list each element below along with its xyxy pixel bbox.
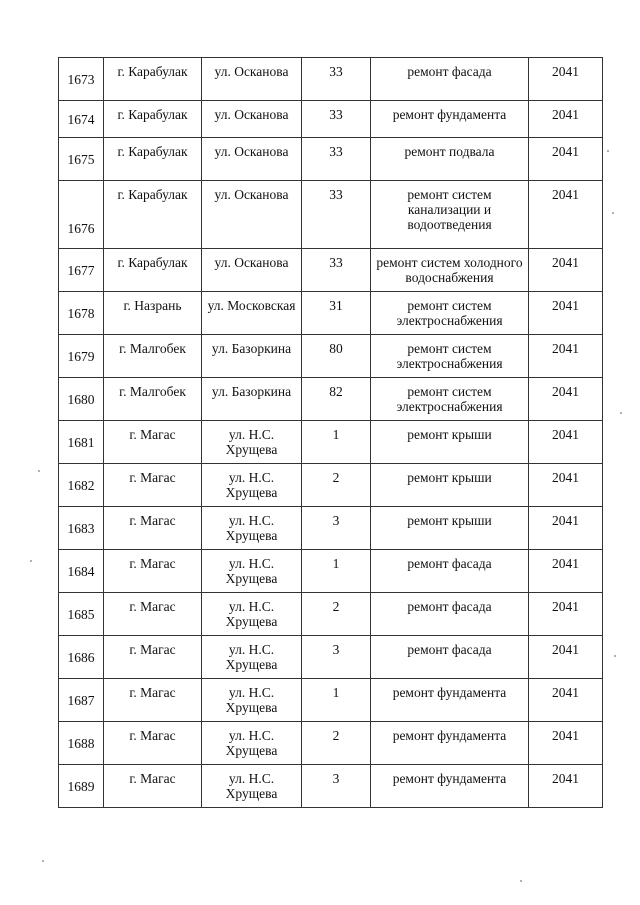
city-cell: г. Карабулак: [104, 101, 202, 138]
street-cell: ул. Н.С. Хрущева: [202, 507, 302, 550]
table-row: [59, 507, 603, 550]
street-cell: ул. Осканова: [202, 181, 302, 249]
city-cell: г. Магас: [104, 636, 202, 679]
table-row: [59, 421, 603, 464]
work-type-cell: ремонт систем электроснабжения: [371, 378, 529, 421]
table-row: [59, 181, 603, 249]
year-cell: 2041: [529, 249, 603, 292]
year-cell: 2041: [529, 679, 603, 722]
table-row: [59, 765, 603, 808]
year-cell: 2041: [529, 378, 603, 421]
house-cell: 31: [302, 292, 371, 335]
year-cell: 2041: [529, 101, 603, 138]
house-cell: 1: [302, 679, 371, 722]
street-cell: ул. Н.С. Хрущева: [202, 679, 302, 722]
street-cell: ул. Осканова: [202, 101, 302, 138]
street-cell: ул. Осканова: [202, 249, 302, 292]
scan-speck: [614, 655, 616, 657]
city-cell: г. Малгобек: [104, 335, 202, 378]
table-row: [59, 249, 603, 292]
city-cell: г. Карабулак: [104, 138, 202, 181]
street-cell: ул. Осканова: [202, 138, 302, 181]
work-type-cell: ремонт фундамента: [371, 765, 529, 808]
scan-speck: [42, 860, 44, 862]
house-cell: 33: [302, 138, 371, 181]
scan-speck: [30, 560, 32, 562]
table-row: [59, 679, 603, 722]
row-number-cell: 1688: [59, 722, 104, 765]
row-number-cell: 1680: [59, 378, 104, 421]
row-number-cell: 1679: [59, 335, 104, 378]
work-type-cell: ремонт фасада: [371, 593, 529, 636]
year-cell: 2041: [529, 421, 603, 464]
house-cell: 2: [302, 593, 371, 636]
house-cell: 2: [302, 722, 371, 765]
scan-speck: [38, 470, 40, 472]
house-cell: 3: [302, 636, 371, 679]
row-number-cell: 1685: [59, 593, 104, 636]
year-cell: 2041: [529, 58, 603, 101]
work-type-cell: ремонт подвала: [371, 138, 529, 181]
street-cell: ул. Н.С. Хрущева: [202, 636, 302, 679]
street-cell: ул. Базоркина: [202, 378, 302, 421]
year-cell: 2041: [529, 593, 603, 636]
city-cell: г. Малгобек: [104, 378, 202, 421]
year-cell: 2041: [529, 765, 603, 808]
city-cell: г. Назрань: [104, 292, 202, 335]
street-cell: ул. Н.С. Хрущева: [202, 464, 302, 507]
table-row: [59, 550, 603, 593]
work-type-cell: ремонт фундамента: [371, 722, 529, 765]
repair-schedule-table: [58, 57, 603, 808]
house-cell: 2: [302, 464, 371, 507]
row-number-cell: 1677: [59, 249, 104, 292]
year-cell: 2041: [529, 335, 603, 378]
street-cell: ул. Московская: [202, 292, 302, 335]
table-row: [59, 58, 603, 101]
house-cell: 80: [302, 335, 371, 378]
table-row: [59, 464, 603, 507]
table-row: [59, 101, 603, 138]
work-type-cell: ремонт систем электроснабжения: [371, 292, 529, 335]
street-cell: ул. Н.С. Хрущева: [202, 421, 302, 464]
year-cell: 2041: [529, 636, 603, 679]
row-number-cell: 1684: [59, 550, 104, 593]
work-type-cell: ремонт фасада: [371, 58, 529, 101]
house-cell: 33: [302, 58, 371, 101]
row-number-cell: 1683: [59, 507, 104, 550]
city-cell: г. Магас: [104, 765, 202, 808]
scan-speck: [607, 150, 609, 152]
row-number-cell: 1689: [59, 765, 104, 808]
work-type-cell: ремонт систем холодного водоснабжения: [371, 249, 529, 292]
street-cell: ул. Н.С. Хрущева: [202, 765, 302, 808]
house-cell: 3: [302, 765, 371, 808]
city-cell: г. Магас: [104, 679, 202, 722]
street-cell: ул. Н.С. Хрущева: [202, 550, 302, 593]
table-row: [59, 292, 603, 335]
row-number-cell: 1676: [59, 181, 104, 249]
city-cell: г. Магас: [104, 464, 202, 507]
year-cell: 2041: [529, 464, 603, 507]
year-cell: 2041: [529, 722, 603, 765]
work-type-cell: ремонт фундамента: [371, 679, 529, 722]
work-type-cell: ремонт фасада: [371, 550, 529, 593]
street-cell: ул. Н.С. Хрущева: [202, 593, 302, 636]
table-row: [59, 335, 603, 378]
work-type-cell: ремонт крыши: [371, 464, 529, 507]
table-row: [59, 593, 603, 636]
year-cell: 2041: [529, 292, 603, 335]
row-number-cell: 1681: [59, 421, 104, 464]
scan-speck: [612, 212, 614, 214]
year-cell: 2041: [529, 550, 603, 593]
street-cell: ул. Осканова: [202, 58, 302, 101]
work-type-cell: ремонт фасада: [371, 636, 529, 679]
year-cell: 2041: [529, 507, 603, 550]
house-cell: 1: [302, 421, 371, 464]
work-type-cell: ремонт систем канализации и водоотведения: [371, 181, 529, 249]
row-number-cell: 1686: [59, 636, 104, 679]
table-row: [59, 378, 603, 421]
work-type-cell: ремонт крыши: [371, 507, 529, 550]
street-cell: ул. Н.С. Хрущева: [202, 722, 302, 765]
row-number-cell: 1687: [59, 679, 104, 722]
row-number-cell: 1674: [59, 101, 104, 138]
house-cell: 33: [302, 249, 371, 292]
city-cell: г. Карабулак: [104, 249, 202, 292]
work-type-cell: ремонт фундамента: [371, 101, 529, 138]
scan-speck: [520, 880, 522, 882]
city-cell: г. Магас: [104, 507, 202, 550]
city-cell: г. Магас: [104, 550, 202, 593]
row-number-cell: 1682: [59, 464, 104, 507]
city-cell: г. Карабулак: [104, 58, 202, 101]
year-cell: 2041: [529, 138, 603, 181]
table-row: [59, 138, 603, 181]
house-cell: 3: [302, 507, 371, 550]
city-cell: г. Карабулак: [104, 181, 202, 249]
house-cell: 33: [302, 101, 371, 138]
house-cell: 1: [302, 550, 371, 593]
work-type-cell: ремонт систем электроснабжения: [371, 335, 529, 378]
city-cell: г. Магас: [104, 593, 202, 636]
street-cell: ул. Базоркина: [202, 335, 302, 378]
row-number-cell: 1675: [59, 138, 104, 181]
year-cell: 2041: [529, 181, 603, 249]
city-cell: г. Магас: [104, 421, 202, 464]
house-cell: 82: [302, 378, 371, 421]
city-cell: г. Магас: [104, 722, 202, 765]
row-number-cell: 1678: [59, 292, 104, 335]
scan-speck: [620, 412, 622, 414]
row-number-cell: 1673: [59, 58, 104, 101]
table-row: [59, 636, 603, 679]
table-row: [59, 722, 603, 765]
work-type-cell: ремонт крыши: [371, 421, 529, 464]
house-cell: 33: [302, 181, 371, 249]
